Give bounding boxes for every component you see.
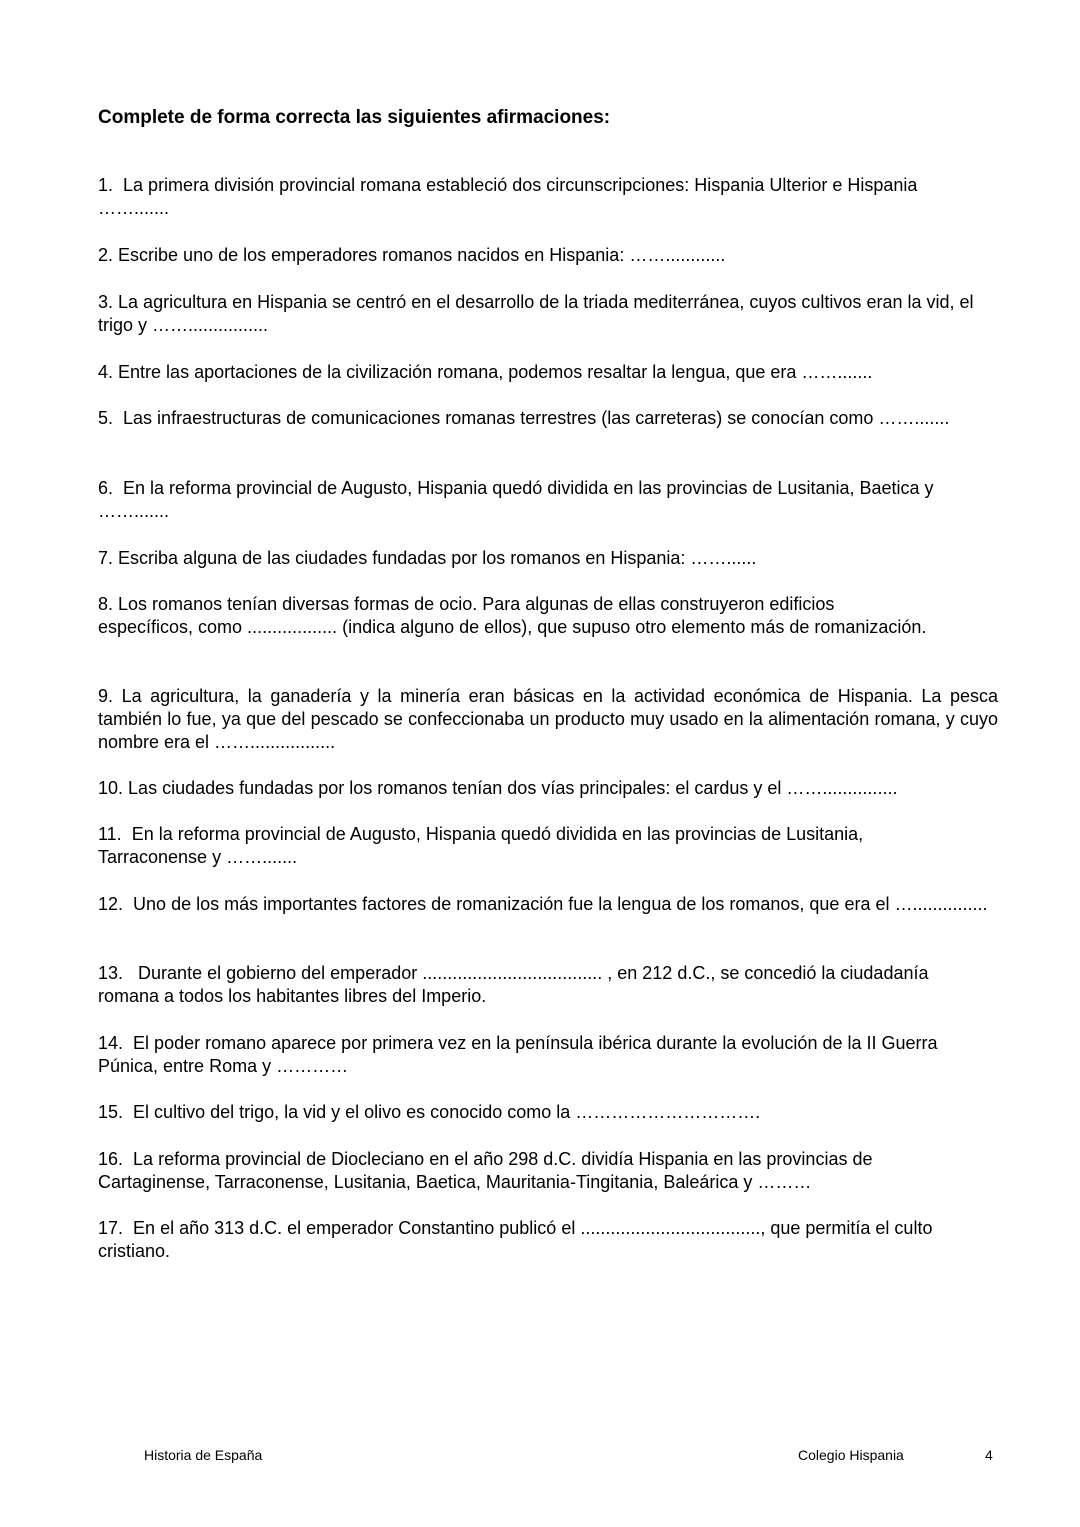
question-14 xyxy=(98,1032,938,1078)
question-text: Escribe uno de los emperadores romanos nacidos en Hispania: ……............ xyxy=(118,245,726,265)
question-7 xyxy=(98,547,998,570)
question-11 xyxy=(98,823,968,869)
question-12 xyxy=(98,893,998,916)
question-text: Durante el gobierno del emperador .................................... , en 212 d.C., se concedió la ciudadanía romana a todos los habitantes libres del Imperio. xyxy=(98,963,929,1006)
question-17 xyxy=(98,1217,968,1263)
question-number: 4. xyxy=(98,362,114,382)
question-13 xyxy=(98,962,938,1008)
question-number: 12. xyxy=(98,894,124,914)
question-3 xyxy=(98,291,998,337)
question-text: En la reforma provincial de Augusto, Hispania quedó dividida en las provincias de Lusitania, Tarraconense y ……....... xyxy=(98,824,864,867)
question-9 xyxy=(98,685,998,754)
question-1 xyxy=(98,174,958,220)
question-number: 11. xyxy=(98,824,122,844)
question-text: La agricultura, la ganadería y la minería eran básicas en la actividad económica de Hispania. La pesca también lo fue, ya que del pescado se confeccionaba un producto muy usado en la alimentación romana, y cuyo nombre era el ……................. xyxy=(98,686,998,752)
question-number: 17. xyxy=(98,1218,124,1238)
question-number: 1. xyxy=(98,175,114,195)
question-number: 7. xyxy=(98,548,114,568)
question-text: La agricultura en Hispania se centró en el desarrollo de la triada mediterránea, cuyos cultivos eran la vid, el trigo y ……................ xyxy=(98,292,974,335)
question-text: En el año 313 d.C. el emperador Constantino publicó el ...................................., que permitía el culto cristiano. xyxy=(98,1218,933,1261)
question-text: Escriba alguna de las ciudades fundadas por los romanos en Hispania: ……...... xyxy=(118,548,757,568)
footer-school: Colegio Hispania xyxy=(798,1447,904,1463)
worksheet-heading: Complete de forma correcta las siguientes afirmaciones: xyxy=(98,107,611,128)
question-text: El poder romano aparece por primera vez en la península ibérica durante la evolución de la II Guerra Púnica, entre Roma y ………… xyxy=(98,1033,938,1076)
question-5 xyxy=(98,407,978,430)
question-text: El cultivo del trigo, la vid y el olivo es conocido como la …………………………. xyxy=(133,1102,761,1122)
question-number: 15. xyxy=(98,1102,124,1122)
question-text: La reforma provincial de Diocleciano en el año 298 d.C. dividía Hispania en las provincias de Cartaginense, Tarraconense, Lusitania, Baetica, Mauritania-Tingitania, Baleárica y ……… xyxy=(98,1149,873,1192)
question-8 xyxy=(98,593,928,639)
question-text: En la reforma provincial de Augusto, Hispania quedó dividida en las provincias de Lusitania, Baetica y ……....... xyxy=(98,478,934,521)
question-number: 14. xyxy=(98,1033,124,1053)
question-number: 5. xyxy=(98,408,114,428)
question-number: 9. xyxy=(98,686,114,706)
footer-page-number: 4 xyxy=(985,1447,993,1463)
question-number: 8. xyxy=(98,594,114,614)
question-text: Los romanos tenían diversas formas de ocio. Para algunas de ellas construyeron edificios específicos, como .................. (indica alguno de ellos), que supuso otro elemento más de romanización. xyxy=(98,594,927,637)
question-number: 2. xyxy=(98,245,114,265)
question-10 xyxy=(98,777,998,800)
question-4 xyxy=(98,361,998,384)
question-2 xyxy=(98,244,998,267)
question-16 xyxy=(98,1148,938,1194)
question-number: 16. xyxy=(98,1149,124,1169)
question-15 xyxy=(98,1101,998,1124)
question-text: Uno de los más importantes factores de romanización fue la lengua de los romanos, que era el …............... xyxy=(133,894,988,914)
question-text: Las infraestructuras de comunicaciones romanas terrestres (las carreteras) se conocían como ……....... xyxy=(123,408,950,428)
question-text: La primera división provincial romana estableció dos circunscripciones: Hispania Ulterior e Hispania ……....... xyxy=(98,175,918,218)
question-number: 10. xyxy=(98,778,124,798)
question-6 xyxy=(98,477,958,523)
footer-subject: Historia de España xyxy=(144,1447,263,1463)
question-number: 3. xyxy=(98,292,114,312)
question-number: 13. xyxy=(98,963,124,983)
question-text: Las ciudades fundadas por los romanos tenían dos vías principales: el cardus y el ……............... xyxy=(128,778,898,798)
question-number: 6. xyxy=(98,478,114,498)
question-text: Entre las aportaciones de la civilización romana, podemos resaltar la lengua, que era ……....... xyxy=(118,362,873,382)
